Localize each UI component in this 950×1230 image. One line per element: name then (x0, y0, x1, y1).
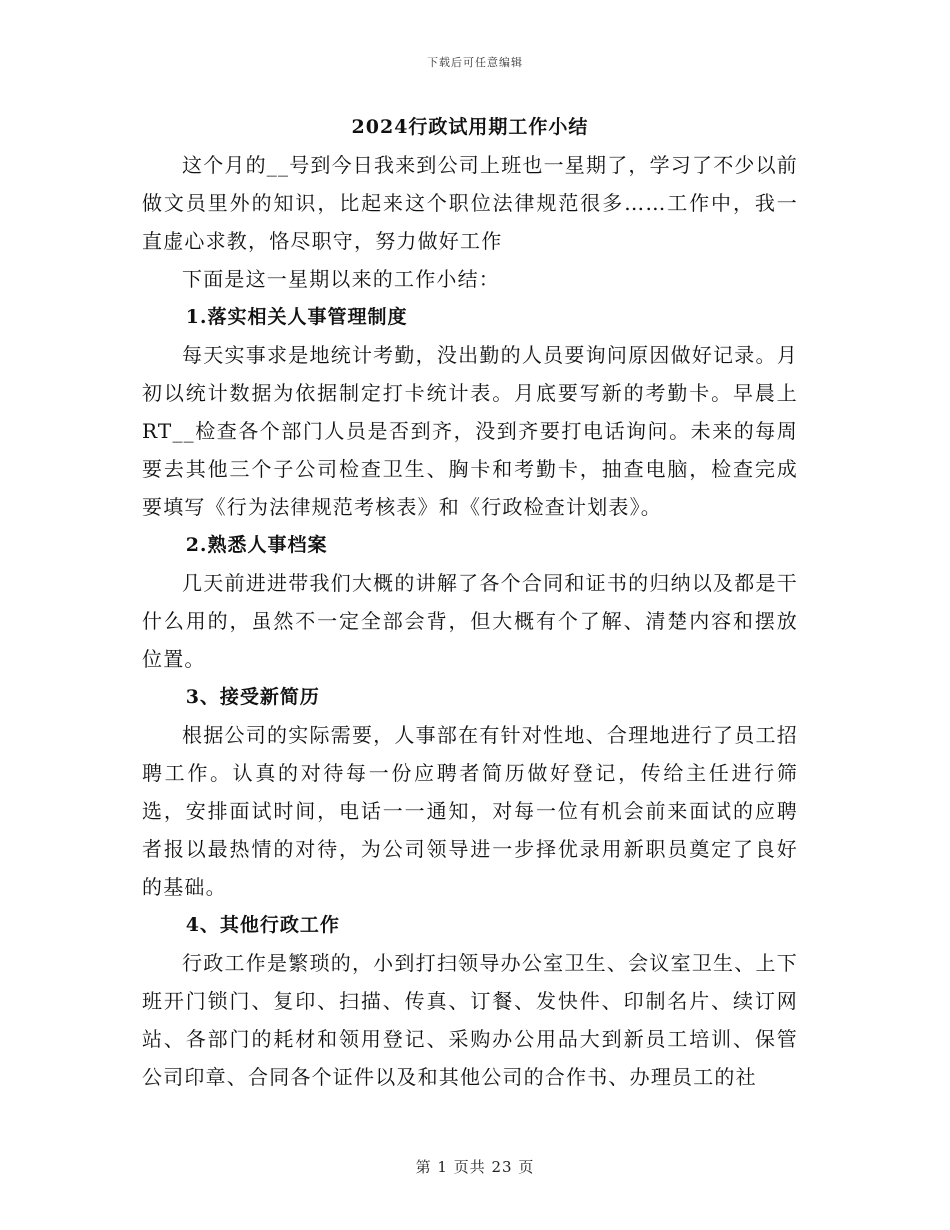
section-body-1: 每天实事求是地统计考勤，没出勤的人员要询问原因做好记录。月初以统计数据为依据制定打卡统计表。月底要写新的考勤卡。早晨上RT__检查各个部门人员是否到齐，没到齐要打电话询问。未来的每周要去其他三个子公司检查卫生、胸卡和考勤卡，抽查电脑，检查完成要填写《行为法律规范考核表》和《行政检查计划表》。 (142, 343, 798, 519)
document-title: 2024行政试用期工作小结 (351, 116, 589, 138)
section-heading-4: 4、其他行政工作 (185, 914, 340, 936)
section-heading-1: 1.落实相关人事管理制度 (185, 306, 408, 328)
page-header: 下载后可任意编辑 (427, 56, 523, 69)
section-body-3: 根据公司的实际需要，人事部在有针对性地、合理地进行了员工招聘工作。认真的对待每一份应聘者简历做好登记，传给主任进行筛选，安排面试时间，电话一一通知，对每一位有机会前来面试的应聘者报以最热情的对待，为公司领导进一步择优录用新职员奠定了良好的基础。 (142, 723, 798, 899)
section-heading-3: 3、接受新简历 (185, 686, 320, 708)
section-body-4: 行政工作是繁琐的，小到打扫领导办公室卫生、会议室卫生、上下班开门锁门、复印、扫描、传真、订餐、发快件、印制名片、续订网站、各部门的耗材和领用登记、采购办公用品大到新员工培训、保管公司印章、合同各个证件以及和其他公司的合作书、办理员工的社 (142, 951, 798, 1089)
section-heading-2: 2.熟悉人事档案 (185, 534, 328, 556)
intro-paragraph: 这个月的__号到今日我来到公司上班也一星期了，学习了不少以前做文员里外的知识，比起来这个职位法律规范很多……工作中，我一直虚心求教，恪尽职守，努力做好工作 (142, 153, 798, 253)
section-body-2: 几天前进进带我们大概的讲解了各个合同和证书的归纳以及都是干什么用的，虽然不一定全部会背，但大概有个了解、清楚内容和摆放位置。 (142, 571, 798, 671)
page-number: 第 1 页共 23 页 (415, 1158, 535, 1176)
lead-paragraph: 下面是这一星期以来的工作小结： (182, 267, 500, 291)
document-body (142, 108, 798, 1096)
